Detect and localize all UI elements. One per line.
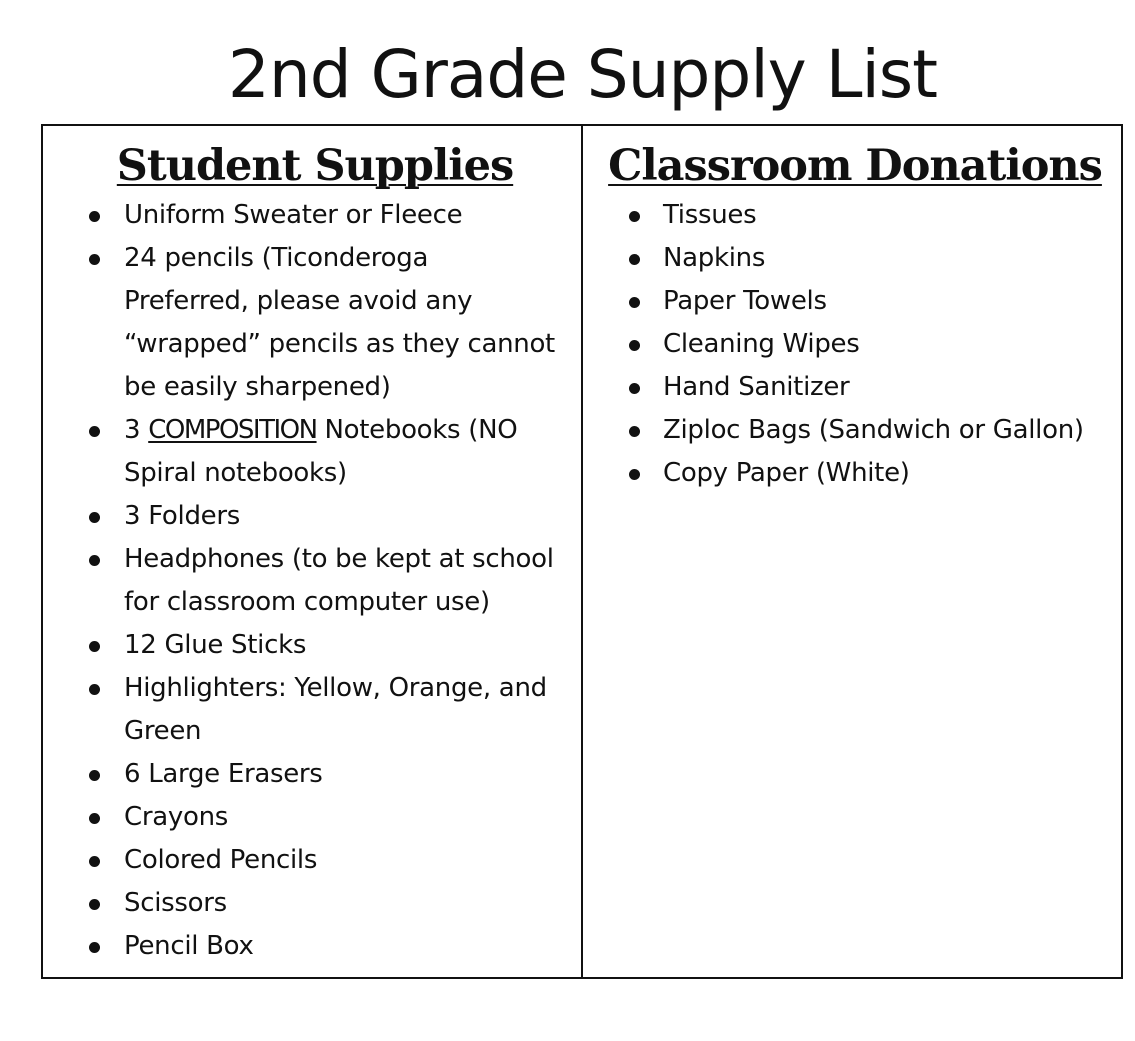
bullet-icon xyxy=(89,856,100,867)
list-item: Copy Paper (White) xyxy=(629,452,1109,495)
bullet-icon xyxy=(89,684,100,695)
list-item: Tissues xyxy=(629,194,1109,237)
list-item: 3 COMPOSITION Notebooks (NO Spiral notebooks) xyxy=(89,409,559,495)
bullet-icon xyxy=(89,254,100,265)
bullet-icon xyxy=(89,211,100,222)
bullet-icon xyxy=(629,340,640,351)
bullet-icon xyxy=(629,297,640,308)
list-item: 12 Glue Sticks xyxy=(89,624,559,667)
list-item: Ziploc Bags (Sandwich or Gallon) xyxy=(629,409,1109,452)
list-item: Pencil Box xyxy=(89,925,559,968)
list-item: Napkins xyxy=(629,237,1109,280)
bullet-icon xyxy=(629,254,640,265)
student-supplies-list xyxy=(89,194,559,968)
list-item: 24 pencils (Ticonderoga Preferred, please avoid any “wrapped” pencils as they cannot be easily sharpened) xyxy=(89,237,559,409)
list-item: Highlighters: Yellow, Orange, and Green xyxy=(89,667,559,753)
list-item: Scissors xyxy=(89,882,559,925)
student-supplies-column xyxy=(43,126,583,977)
list-item: Uniform Sweater or Fleece xyxy=(89,194,559,237)
bullet-icon xyxy=(89,426,100,437)
bullet-icon xyxy=(629,426,640,437)
classroom-donations-list xyxy=(629,194,1109,495)
list-item: Headphones (to be kept at school for classroom computer use) xyxy=(89,538,559,624)
bullet-icon xyxy=(89,555,100,566)
supply-table xyxy=(41,124,1123,979)
list-item: 3 Folders xyxy=(89,495,559,538)
bullet-icon xyxy=(89,770,100,781)
list-item: 6 Large Erasers xyxy=(89,753,559,796)
list-item: Colored Pencils xyxy=(89,839,559,882)
classroom-donations-heading: Classroom Donations xyxy=(608,141,1102,191)
bullet-icon xyxy=(89,512,100,523)
bullet-icon xyxy=(89,641,100,652)
list-item: Crayons xyxy=(89,796,559,839)
bullet-icon xyxy=(629,383,640,394)
bullet-icon xyxy=(629,469,640,480)
classroom-donations-column xyxy=(583,126,1121,977)
list-item: Hand Sanitizer xyxy=(629,366,1109,409)
bullet-icon xyxy=(89,813,100,824)
bullet-icon xyxy=(629,211,640,222)
student-supplies-heading: Student Supplies xyxy=(116,141,514,191)
list-item: Cleaning Wipes xyxy=(629,323,1109,366)
page-title: 2nd Grade Supply List xyxy=(227,36,938,113)
composition-emphasis: COMPOSITION xyxy=(148,415,317,445)
bullet-icon xyxy=(89,899,100,910)
bullet-icon xyxy=(89,942,100,953)
list-item: Paper Towels xyxy=(629,280,1109,323)
